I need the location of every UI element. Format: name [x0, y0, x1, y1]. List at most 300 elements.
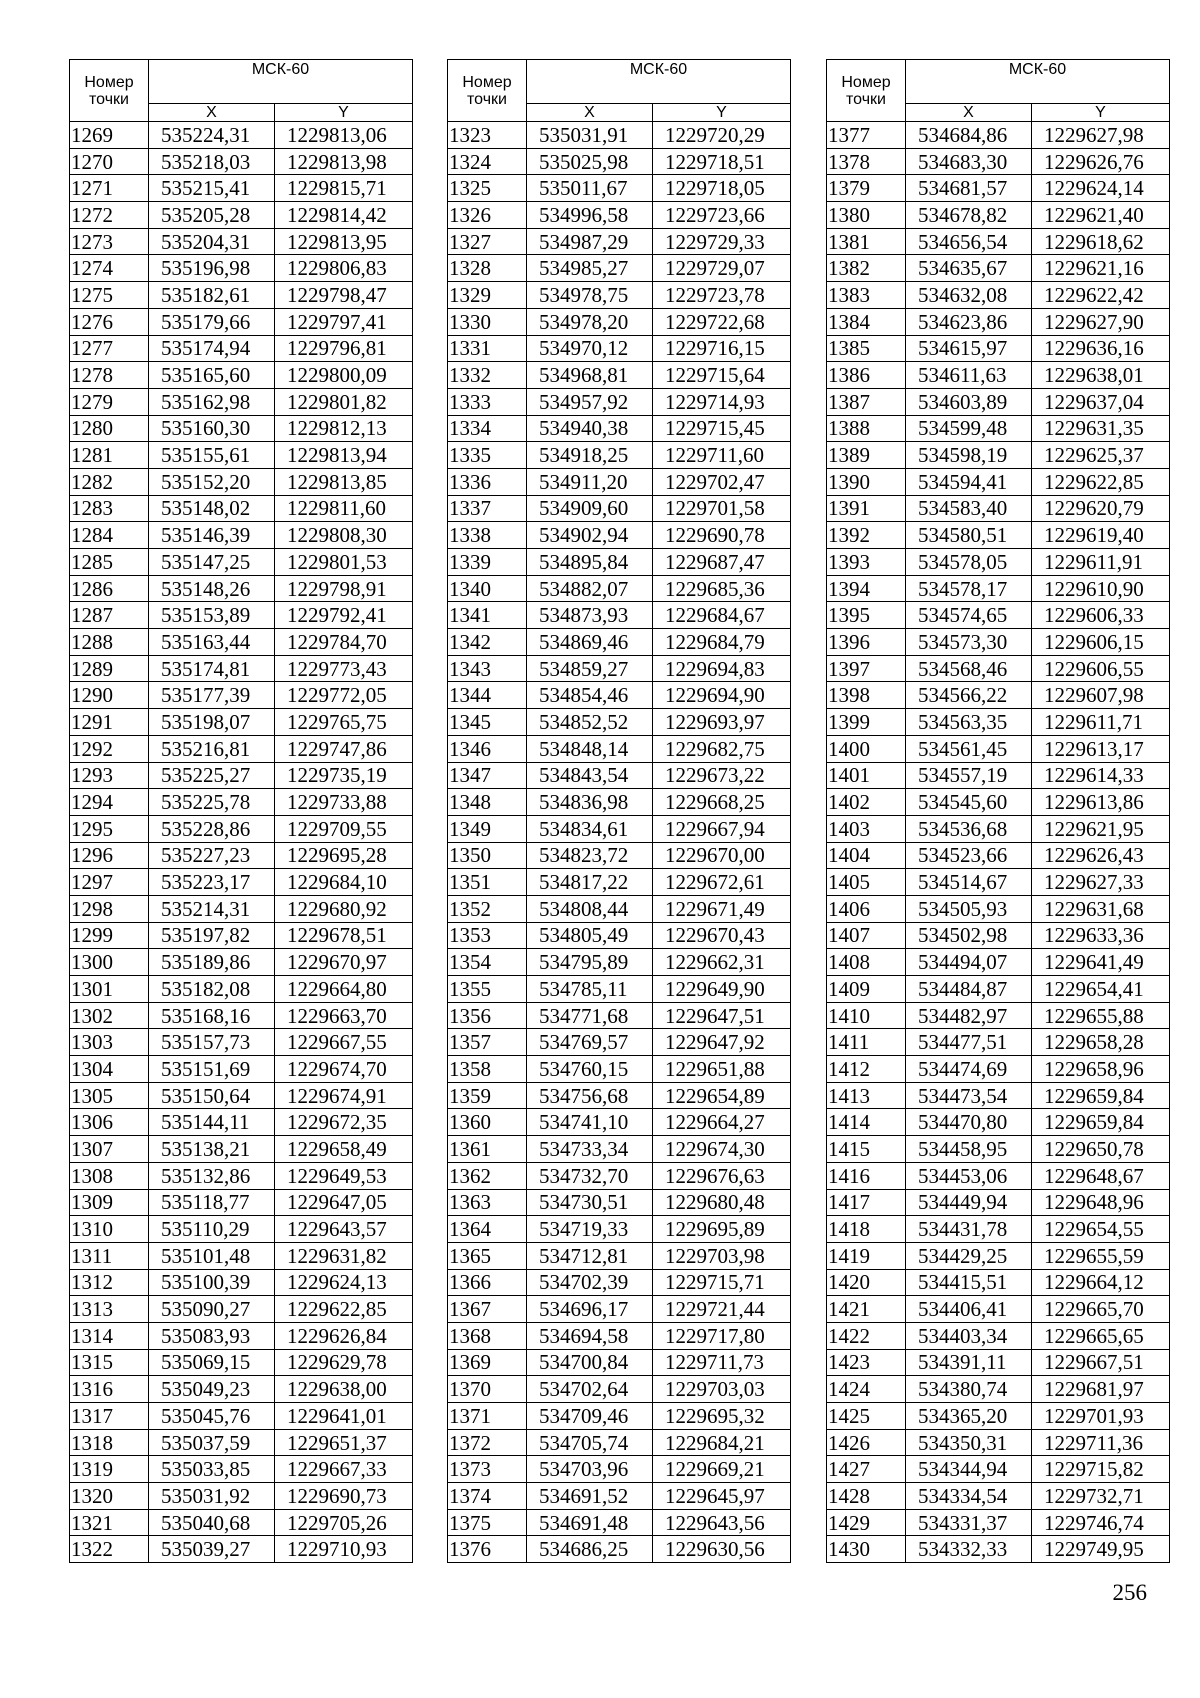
x-coordinate-cell: 534902,94: [527, 522, 653, 549]
x-coordinate-cell: 535037,59: [149, 1429, 275, 1456]
x-coordinate-cell: 534691,52: [527, 1483, 653, 1510]
y-coordinate-cell: 1229773,43: [275, 655, 413, 682]
y-coordinate-cell: 1229641,01: [275, 1403, 413, 1430]
y-coordinate-cell: 1229801,53: [275, 549, 413, 576]
table-row: [827, 1136, 1170, 1163]
point-number-cell: 1289: [70, 655, 149, 682]
point-number-cell: 1415: [827, 1136, 906, 1163]
table-row: [827, 602, 1170, 629]
point-number-cell: 1402: [827, 789, 906, 816]
point-number-cell: 1316: [70, 1376, 149, 1403]
table-row: [827, 1162, 1170, 1189]
point-number-cell: 1294: [70, 789, 149, 816]
x-coordinate-cell: 534709,46: [527, 1403, 653, 1430]
table-row: [70, 895, 413, 922]
x-coordinate-cell: 535144,11: [149, 1109, 275, 1136]
y-coordinate-cell: 1229715,71: [653, 1269, 791, 1296]
point-number-cell: 1396: [827, 629, 906, 656]
x-coordinate-cell: 535153,89: [149, 602, 275, 629]
point-number-cell: 1400: [827, 735, 906, 762]
y-coordinate-cell: 1229715,64: [653, 362, 791, 389]
x-coordinate-cell: 534895,84: [527, 549, 653, 576]
y-coordinate-cell: 1229654,41: [1032, 976, 1170, 1003]
x-coordinate-cell: 534505,93: [906, 895, 1032, 922]
y-coordinate-cell: 1229673,22: [653, 762, 791, 789]
x-coordinate-cell: 535165,60: [149, 362, 275, 389]
y-coordinate-cell: 1229684,79: [653, 629, 791, 656]
point-number-cell: 1389: [827, 442, 906, 469]
point-number-cell: 1286: [70, 575, 149, 602]
x-coordinate-cell: 534918,25: [527, 442, 653, 469]
x-coordinate-cell: 534684,86: [906, 122, 1032, 149]
y-coordinate-cell: 1229627,90: [1032, 308, 1170, 335]
x-coordinate-cell: 534730,51: [527, 1189, 653, 1216]
x-coordinate-cell: 534823,72: [527, 842, 653, 869]
x-coordinate-cell: 534970,12: [527, 335, 653, 362]
y-coordinate-cell: 1229647,51: [653, 1002, 791, 1029]
table-row: [70, 815, 413, 842]
table-row: [448, 1189, 791, 1216]
table-row: [448, 682, 791, 709]
point-number-cell: 1270: [70, 148, 149, 175]
table-row: [827, 842, 1170, 869]
y-coordinate-cell: 1229690,78: [653, 522, 791, 549]
x-coordinate-cell: 535174,94: [149, 335, 275, 362]
x-coordinate-cell: 535040,68: [149, 1509, 275, 1536]
table-row: [70, 1456, 413, 1483]
x-coordinate-cell: 534686,25: [527, 1536, 653, 1563]
y-coordinate-cell: 1229690,73: [275, 1483, 413, 1510]
table-row: [827, 549, 1170, 576]
x-coordinate-cell: 534805,49: [527, 922, 653, 949]
point-number-cell: 1310: [70, 1216, 149, 1243]
point-number-cell: 1315: [70, 1349, 149, 1376]
point-number-cell: 1398: [827, 682, 906, 709]
x-coordinate-cell: 534756,68: [527, 1082, 653, 1109]
point-number-cell: 1339: [448, 549, 527, 576]
x-coordinate-cell: 535155,61: [149, 442, 275, 469]
x-coordinate-cell: 535146,39: [149, 522, 275, 549]
y-coordinate-cell: 1229722,68: [653, 308, 791, 335]
y-coordinate-cell: 1229678,51: [275, 922, 413, 949]
y-coordinate-cell: 1229606,15: [1032, 629, 1170, 656]
x-coordinate-cell: 534843,54: [527, 762, 653, 789]
point-number-cell: 1416: [827, 1162, 906, 1189]
point-number-cell: 1321: [70, 1509, 149, 1536]
table-row: [70, 282, 413, 309]
point-number-cell: 1413: [827, 1082, 906, 1109]
point-number-cell: 1346: [448, 735, 527, 762]
y-coordinate-cell: 1229680,48: [653, 1189, 791, 1216]
x-coordinate-cell: 534474,69: [906, 1056, 1032, 1083]
table-row: [448, 922, 791, 949]
table-row: [827, 869, 1170, 896]
x-coordinate-cell: 534603,89: [906, 388, 1032, 415]
y-coordinate-cell: 1229638,01: [1032, 362, 1170, 389]
table-row: [448, 895, 791, 922]
point-number-cell: 1407: [827, 922, 906, 949]
point-number-cell: 1383: [827, 282, 906, 309]
point-number-cell: 1412: [827, 1056, 906, 1083]
x-coordinate-cell: 535182,08: [149, 976, 275, 1003]
y-coordinate-cell: 1229813,85: [275, 468, 413, 495]
table-row: [70, 1269, 413, 1296]
table-row: [70, 148, 413, 175]
table-row: [827, 1376, 1170, 1403]
table-row: [448, 122, 791, 149]
table-row: [70, 335, 413, 362]
y-coordinate-cell: 1229701,58: [653, 495, 791, 522]
point-number-cell: 1427: [827, 1456, 906, 1483]
y-coordinate-cell: 1229694,90: [653, 682, 791, 709]
y-coordinate-cell: 1229631,68: [1032, 895, 1170, 922]
x-coordinate-cell: 535039,27: [149, 1536, 275, 1563]
x-coordinate-cell: 534909,60: [527, 495, 653, 522]
table-row: [70, 1002, 413, 1029]
y-coordinate-cell: 1229655,88: [1032, 1002, 1170, 1029]
point-number-cell: 1328: [448, 255, 527, 282]
table-row: [70, 1429, 413, 1456]
x-coordinate-cell: 535150,64: [149, 1082, 275, 1109]
point-number-cell: 1401: [827, 762, 906, 789]
table-row: [70, 1403, 413, 1430]
y-coordinate-cell: 1229813,95: [275, 228, 413, 255]
point-number-cell: 1409: [827, 976, 906, 1003]
point-number-cell: 1368: [448, 1322, 527, 1349]
point-number-cell: 1281: [70, 442, 149, 469]
point-number-cell: 1372: [448, 1429, 527, 1456]
point-number-cell: 1374: [448, 1483, 527, 1510]
table-row: [448, 789, 791, 816]
y-coordinate-cell: 1229627,98: [1032, 122, 1170, 149]
table-row: [448, 1349, 791, 1376]
x-coordinate-cell: 535118,77: [149, 1189, 275, 1216]
x-coordinate-cell: 534700,84: [527, 1349, 653, 1376]
y-coordinate-cell: 1229749,95: [1032, 1536, 1170, 1563]
y-coordinate-cell: 1229765,75: [275, 709, 413, 736]
point-number-cell: 1320: [70, 1483, 149, 1510]
point-number-cell: 1327: [448, 228, 527, 255]
point-number-cell: 1393: [827, 549, 906, 576]
y-coordinate-cell: 1229667,94: [653, 815, 791, 842]
point-number-cell: 1361: [448, 1136, 527, 1163]
x-coordinate-cell: 535069,15: [149, 1349, 275, 1376]
y-coordinate-cell: 1229622,85: [1032, 468, 1170, 495]
point-number-cell: 1324: [448, 148, 527, 175]
y-coordinate-cell: 1229651,37: [275, 1429, 413, 1456]
table-row: [827, 1242, 1170, 1269]
y-coordinate-cell: 1229684,10: [275, 869, 413, 896]
table-row: [70, 1483, 413, 1510]
point-number-cell: 1425: [827, 1403, 906, 1430]
y-coordinate-cell: 1229716,15: [653, 335, 791, 362]
point-number-cell: 1288: [70, 629, 149, 656]
table-row: [827, 1296, 1170, 1323]
y-coordinate-cell: 1229651,88: [653, 1056, 791, 1083]
x-coordinate-cell: 535138,21: [149, 1136, 275, 1163]
table-row: [827, 789, 1170, 816]
point-number-cell: 1293: [70, 762, 149, 789]
point-number-cell: 1405: [827, 869, 906, 896]
point-number-cell: 1278: [70, 362, 149, 389]
point-number-cell: 1298: [70, 895, 149, 922]
table-row: [70, 228, 413, 255]
point-number-cell: 1344: [448, 682, 527, 709]
table-row: [448, 282, 791, 309]
x-coordinate-cell: 534703,96: [527, 1456, 653, 1483]
point-number-cell: 1421: [827, 1296, 906, 1323]
table-row: [448, 1483, 791, 1510]
point-number-cell: 1331: [448, 335, 527, 362]
x-coordinate-cell: 535101,48: [149, 1242, 275, 1269]
point-number-cell: 1276: [70, 308, 149, 335]
point-number-cell: 1366: [448, 1269, 527, 1296]
x-coordinate-cell: 534583,40: [906, 495, 1032, 522]
header-point-number: Номер точки: [448, 60, 527, 122]
x-coordinate-cell: 534453,06: [906, 1162, 1032, 1189]
x-coordinate-cell: 535225,78: [149, 789, 275, 816]
point-number-cell: 1285: [70, 549, 149, 576]
y-coordinate-cell: 1229747,86: [275, 735, 413, 762]
y-coordinate-cell: 1229672,35: [275, 1109, 413, 1136]
y-coordinate-cell: 1229705,26: [275, 1509, 413, 1536]
point-number-cell: 1350: [448, 842, 527, 869]
table-row: [827, 202, 1170, 229]
table-row: [827, 815, 1170, 842]
table-row: [70, 949, 413, 976]
x-coordinate-cell: 534785,11: [527, 976, 653, 1003]
x-coordinate-cell: 534719,33: [527, 1216, 653, 1243]
point-number-cell: 1335: [448, 442, 527, 469]
coordinates-table-1: [69, 59, 413, 1563]
x-coordinate-cell: 535216,81: [149, 735, 275, 762]
point-number-cell: 1388: [827, 415, 906, 442]
table-row: [448, 1002, 791, 1029]
x-coordinate-cell: 534957,92: [527, 388, 653, 415]
point-number-cell: 1390: [827, 468, 906, 495]
x-coordinate-cell: 534854,46: [527, 682, 653, 709]
x-coordinate-cell: 534869,46: [527, 629, 653, 656]
table-row: [70, 1349, 413, 1376]
point-number-cell: 1430: [827, 1536, 906, 1563]
point-number-cell: 1342: [448, 629, 527, 656]
y-coordinate-cell: 1229654,89: [653, 1082, 791, 1109]
point-number-cell: 1384: [827, 308, 906, 335]
table-row: [448, 415, 791, 442]
y-coordinate-cell: 1229721,44: [653, 1296, 791, 1323]
y-coordinate-cell: 1229667,55: [275, 1029, 413, 1056]
x-coordinate-cell: 534683,30: [906, 148, 1032, 175]
point-number-cell: 1302: [70, 1002, 149, 1029]
point-number-cell: 1341: [448, 602, 527, 629]
y-coordinate-cell: 1229648,67: [1032, 1162, 1170, 1189]
page-number: 256: [1112, 1580, 1147, 1605]
x-coordinate-cell: 534691,48: [527, 1509, 653, 1536]
x-coordinate-cell: 535025,98: [527, 148, 653, 175]
table-row: [827, 976, 1170, 1003]
table-row: [827, 1269, 1170, 1296]
point-number-cell: 1345: [448, 709, 527, 736]
y-coordinate-cell: 1229614,33: [1032, 762, 1170, 789]
table-row: [70, 522, 413, 549]
y-coordinate-cell: 1229720,29: [653, 122, 791, 149]
x-coordinate-cell: 534987,29: [527, 228, 653, 255]
point-number-cell: 1297: [70, 869, 149, 896]
x-coordinate-cell: 534911,20: [527, 468, 653, 495]
y-coordinate-cell: 1229808,30: [275, 522, 413, 549]
y-coordinate-cell: 1229631,35: [1032, 415, 1170, 442]
point-number-cell: 1367: [448, 1296, 527, 1323]
table-row: [70, 495, 413, 522]
table-row: [448, 1109, 791, 1136]
point-number-cell: 1420: [827, 1269, 906, 1296]
point-number-cell: 1373: [448, 1456, 527, 1483]
y-coordinate-cell: 1229813,98: [275, 148, 413, 175]
y-coordinate-cell: 1229714,93: [653, 388, 791, 415]
x-coordinate-cell: 534563,35: [906, 709, 1032, 736]
table-row: [827, 895, 1170, 922]
y-coordinate-cell: 1229611,91: [1032, 549, 1170, 576]
point-number-cell: 1337: [448, 495, 527, 522]
point-number-cell: 1354: [448, 949, 527, 976]
y-coordinate-cell: 1229695,28: [275, 842, 413, 869]
point-number-cell: 1428: [827, 1483, 906, 1510]
table-row: [827, 1082, 1170, 1109]
y-coordinate-cell: 1229806,83: [275, 255, 413, 282]
table-row: [448, 1136, 791, 1163]
x-coordinate-cell: 535157,73: [149, 1029, 275, 1056]
y-coordinate-cell: 1229670,43: [653, 922, 791, 949]
point-number-cell: 1424: [827, 1376, 906, 1403]
x-coordinate-cell: 534795,89: [527, 949, 653, 976]
x-coordinate-cell: 534458,95: [906, 1136, 1032, 1163]
y-coordinate-cell: 1229665,65: [1032, 1322, 1170, 1349]
y-coordinate-cell: 1229710,93: [275, 1536, 413, 1563]
x-coordinate-cell: 534334,54: [906, 1483, 1032, 1510]
point-number-cell: 1340: [448, 575, 527, 602]
table-row: [448, 949, 791, 976]
x-coordinate-cell: 534568,46: [906, 655, 1032, 682]
x-coordinate-cell: 535031,92: [149, 1483, 275, 1510]
y-coordinate-cell: 1229684,21: [653, 1429, 791, 1456]
x-coordinate-cell: 534523,66: [906, 842, 1032, 869]
table-row: [448, 202, 791, 229]
y-coordinate-cell: 1229658,28: [1032, 1029, 1170, 1056]
table-row: [70, 1082, 413, 1109]
table-row: [448, 762, 791, 789]
y-coordinate-cell: 1229674,30: [653, 1136, 791, 1163]
x-coordinate-cell: 534594,41: [906, 468, 1032, 495]
table-row: [827, 1109, 1170, 1136]
point-number-cell: 1279: [70, 388, 149, 415]
point-number-cell: 1422: [827, 1322, 906, 1349]
coordinates-table-2: [447, 59, 791, 1563]
table-row: [827, 922, 1170, 949]
point-number-cell: 1357: [448, 1029, 527, 1056]
table-row: [448, 175, 791, 202]
x-coordinate-cell: 535049,23: [149, 1376, 275, 1403]
y-coordinate-cell: 1229611,71: [1032, 709, 1170, 736]
table-row: [448, 1429, 791, 1456]
header-coord-system: МСК-60: [527, 60, 791, 104]
x-coordinate-cell: 535162,98: [149, 388, 275, 415]
x-coordinate-cell: 535033,85: [149, 1456, 275, 1483]
y-coordinate-cell: 1229729,33: [653, 228, 791, 255]
table-row: [827, 655, 1170, 682]
point-number-cell: 1414: [827, 1109, 906, 1136]
table-row: [827, 175, 1170, 202]
y-coordinate-cell: 1229658,96: [1032, 1056, 1170, 1083]
y-coordinate-cell: 1229687,47: [653, 549, 791, 576]
x-coordinate-cell: 534808,44: [527, 895, 653, 922]
point-number-cell: 1395: [827, 602, 906, 629]
y-coordinate-cell: 1229610,90: [1032, 575, 1170, 602]
point-number-cell: 1313: [70, 1296, 149, 1323]
table-row: [448, 1456, 791, 1483]
x-coordinate-cell: 535148,02: [149, 495, 275, 522]
point-number-cell: 1358: [448, 1056, 527, 1083]
y-coordinate-cell: 1229798,47: [275, 282, 413, 309]
table-row: [70, 362, 413, 389]
point-number-cell: 1312: [70, 1269, 149, 1296]
x-coordinate-cell: 535163,44: [149, 629, 275, 656]
x-coordinate-cell: 534848,14: [527, 735, 653, 762]
table-row: [448, 1296, 791, 1323]
y-coordinate-cell: 1229621,40: [1032, 202, 1170, 229]
x-coordinate-cell: 535218,03: [149, 148, 275, 175]
table-row: [448, 495, 791, 522]
y-coordinate-cell: 1229622,85: [275, 1296, 413, 1323]
point-number-cell: 1347: [448, 762, 527, 789]
table-row: [70, 1322, 413, 1349]
y-coordinate-cell: 1229813,06: [275, 122, 413, 149]
table-row: [827, 735, 1170, 762]
point-number-cell: 1351: [448, 869, 527, 896]
point-number-cell: 1362: [448, 1162, 527, 1189]
header-y: Y: [275, 104, 413, 122]
y-coordinate-cell: 1229676,63: [653, 1162, 791, 1189]
table-row: [827, 442, 1170, 469]
y-coordinate-cell: 1229655,59: [1032, 1242, 1170, 1269]
header-x: X: [149, 104, 275, 122]
y-coordinate-cell: 1229621,16: [1032, 255, 1170, 282]
table-row: [70, 1162, 413, 1189]
y-coordinate-cell: 1229718,51: [653, 148, 791, 175]
x-coordinate-cell: 534598,19: [906, 442, 1032, 469]
y-coordinate-cell: 1229659,84: [1032, 1109, 1170, 1136]
table-row: [70, 1536, 413, 1563]
table-row: [70, 762, 413, 789]
point-number-cell: 1343: [448, 655, 527, 682]
x-coordinate-cell: 535224,31: [149, 122, 275, 149]
point-number-cell: 1306: [70, 1109, 149, 1136]
table-row: [827, 1216, 1170, 1243]
x-coordinate-cell: 534705,74: [527, 1429, 653, 1456]
y-coordinate-cell: 1229733,88: [275, 789, 413, 816]
y-coordinate-cell: 1229620,79: [1032, 495, 1170, 522]
table-row: [70, 175, 413, 202]
header-coord-system: МСК-60: [149, 60, 413, 104]
table-row: [448, 1322, 791, 1349]
y-coordinate-cell: 1229797,41: [275, 308, 413, 335]
y-coordinate-cell: 1229672,61: [653, 869, 791, 896]
point-number-cell: 1284: [70, 522, 149, 549]
table-row: [448, 362, 791, 389]
table-row: [827, 335, 1170, 362]
x-coordinate-cell: 535151,69: [149, 1056, 275, 1083]
x-coordinate-cell: 534702,64: [527, 1376, 653, 1403]
x-coordinate-cell: 535168,16: [149, 1002, 275, 1029]
